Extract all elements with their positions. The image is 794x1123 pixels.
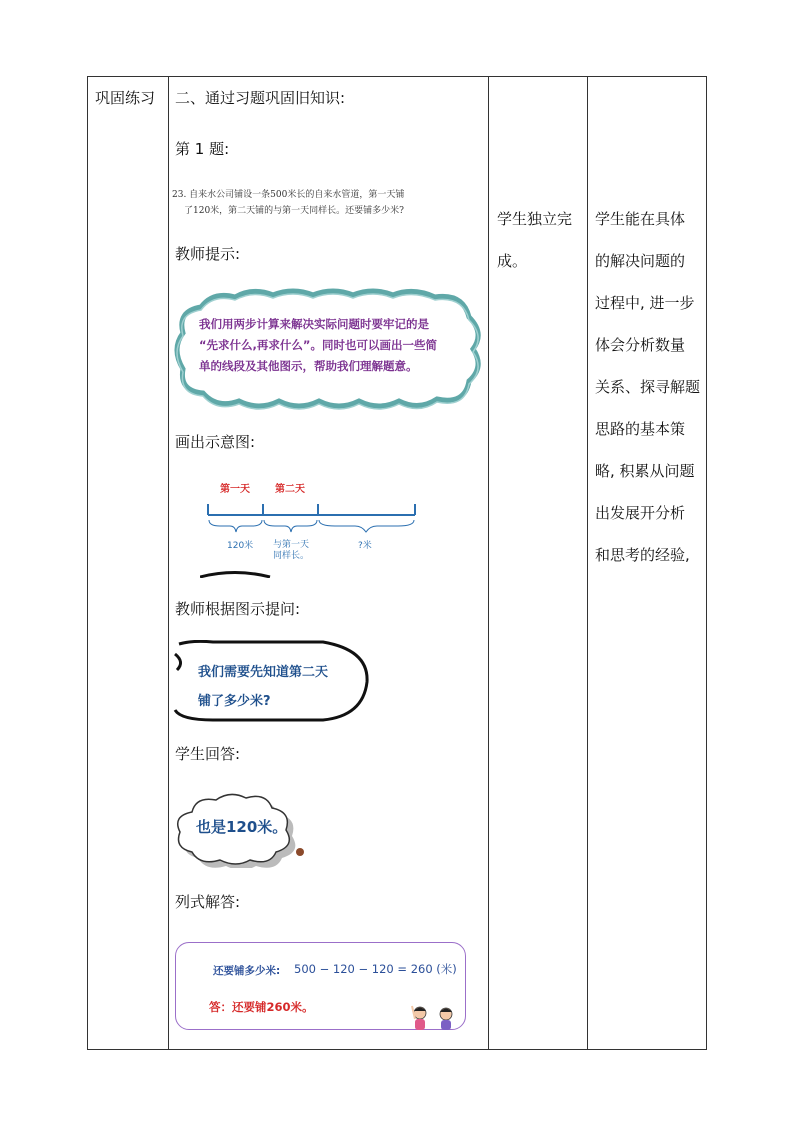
- question-line: 铺了多少米?: [198, 694, 271, 709]
- activity-line: 学生独立完: [497, 210, 573, 228]
- intent-line: 关系、探寻解题: [595, 378, 701, 396]
- segment3-label: ?米: [358, 541, 372, 551]
- activity-line: 成。: [497, 252, 528, 270]
- hint-line: “先求什么,再求什么”。同时也可以画出一些简: [199, 338, 437, 352]
- answer-final: 答：还要铺260米。: [209, 1000, 314, 1014]
- column-divider: [587, 77, 588, 1049]
- student-answer-text: 也是120米。: [196, 818, 288, 836]
- problem-text: [172, 187, 404, 219]
- draw-label: 画出示意图:: [175, 433, 256, 451]
- column-divider: [168, 77, 169, 1049]
- bubble-edge: [200, 573, 270, 578]
- character-fragment: [296, 848, 304, 856]
- answer-equation: 500 − 120 − 120 = 260 (米): [294, 962, 457, 976]
- day1-label: 第一天: [220, 484, 250, 495]
- section-label: 巩固练习: [95, 89, 156, 107]
- intent-line: 和思考的经验,: [595, 546, 690, 564]
- student-activity: [497, 198, 572, 282]
- intent-line: 思路的基本策: [595, 420, 686, 438]
- day2-label: 第二天: [275, 484, 305, 495]
- design-intent: [595, 198, 700, 576]
- intent-line: 略, 积累从问题: [595, 462, 695, 480]
- brace: [209, 520, 262, 532]
- problem-line: 23. 自来水公司铺设一条500米长的自来水管道，第一天铺: [172, 190, 405, 200]
- teacher-hint-label: 教师提示:: [175, 245, 241, 263]
- intent-line: 的解决问题的: [595, 252, 686, 270]
- intent-line: 学生能在具体: [595, 210, 686, 228]
- problem-line: 了120米，第二天铺的与第一天同样长。还要铺多少米?: [184, 206, 405, 216]
- teacher-hint-text: [199, 314, 467, 377]
- intent-line: 过程中, 进一步: [595, 294, 695, 312]
- teacher-question-label: 教师根据图示提问:: [175, 600, 301, 618]
- column-divider: [488, 77, 489, 1049]
- brace: [319, 520, 414, 532]
- section-title: 二、通过习题巩固旧知识:: [175, 89, 346, 107]
- hint-line: 我们用两步计算来解决实际问题时要牢记的是: [199, 317, 429, 331]
- segment2-label: 同样长。: [273, 551, 310, 561]
- question-line: 我们需要先知道第二天: [198, 665, 329, 680]
- intent-line: 出发展开分析: [595, 504, 686, 522]
- line-segment-diagram: [200, 478, 430, 578]
- teacher-question-text: [198, 658, 328, 716]
- brace: [264, 520, 317, 532]
- hint-line: 单的线段及其他图示，帮助我们理解题意。: [199, 359, 418, 373]
- formula-label: 列式解答:: [175, 893, 241, 911]
- question-label: 第 1 题:: [175, 140, 230, 158]
- answer-question: 还要铺多少米:: [213, 965, 281, 977]
- segment1-label: 120米: [227, 541, 254, 551]
- intent-line: 体会分析数量: [595, 336, 686, 354]
- segment2-label: 与第一天: [273, 540, 310, 550]
- student-answer-label: 学生回答:: [175, 745, 241, 763]
- kids-illustration: [408, 1002, 462, 1032]
